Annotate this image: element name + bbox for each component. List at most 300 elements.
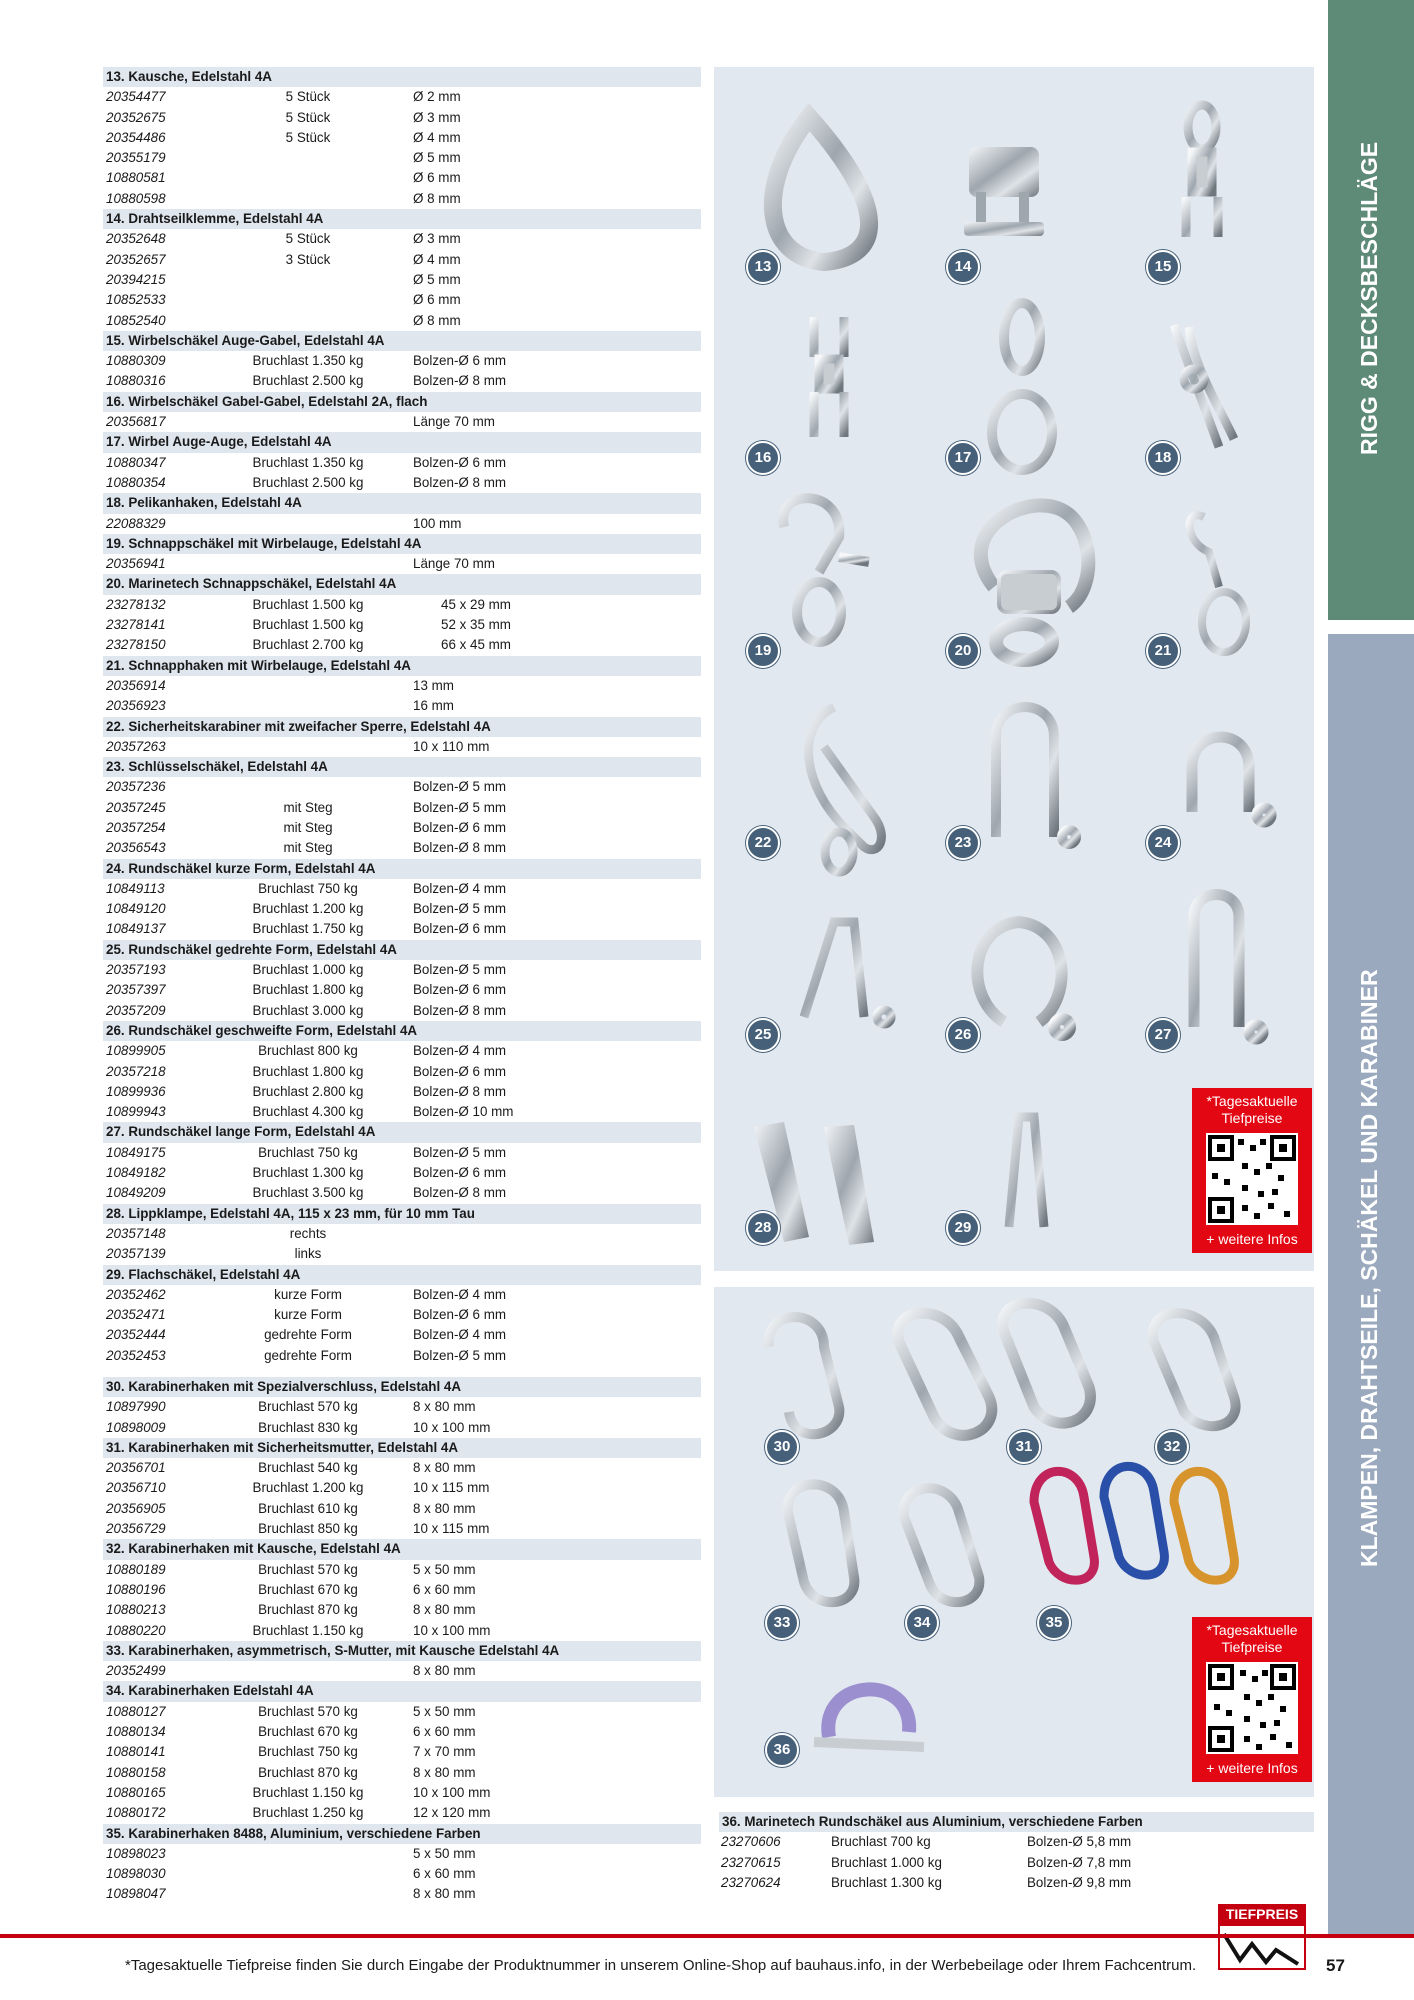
image-number-badge: 13 [746, 250, 780, 284]
product-detail: Bruchlast 610 kg [258, 1500, 358, 1516]
product-row [103, 798, 701, 818]
product-detail: Bruchlast 1.350 kg [252, 454, 364, 470]
qr-promo-box-2[interactable] [1192, 1617, 1312, 1782]
section-title: 21. Schnapphaken mit Wirbelauge, Edelstahl 4A [103, 656, 701, 676]
product-size: Bolzen-Ø 6 mm [413, 1063, 507, 1079]
image-number-badge: 31 [1007, 1430, 1041, 1464]
product-row [103, 1763, 701, 1783]
product-detail: Bruchlast 750 kg [258, 880, 358, 896]
product-row [103, 1325, 701, 1345]
article-number[interactable]: 20356914 [106, 677, 166, 693]
image-number-badge: 30 [765, 1430, 799, 1464]
product-size: 6 x 60 mm [413, 1724, 476, 1740]
product-size: Bolzen-Ø 4 mm [413, 880, 507, 896]
product-size: Bolzen-Ø 5 mm [413, 901, 507, 917]
article-number[interactable]: 10899905 [106, 1043, 166, 1059]
image-number-badge: 36 [765, 1733, 799, 1767]
section-title: 31. Karabinerhaken mit Sicherheitsmutter, Edelstahl 4A [103, 1438, 701, 1458]
product-row [103, 1183, 701, 1203]
section-title: 20. Marinetech Schnappschäkel, Edelstahl 4A [103, 574, 701, 594]
product-size: Bolzen-Ø 5 mm [413, 962, 507, 978]
article-number[interactable]: 10849175 [106, 1144, 166, 1160]
article-number[interactable]: 20354486 [106, 129, 166, 145]
pelican-hook-image [1174, 325, 1234, 447]
article-number[interactable]: 20354477 [106, 89, 166, 105]
article-number[interactable]: 10852540 [106, 312, 166, 328]
product-size: Bolzen-Ø 6 mm [413, 1165, 507, 1181]
product-size: Länge 70 mm [413, 414, 495, 430]
article-number[interactable]: 10849120 [106, 901, 166, 917]
article-number[interactable]: 20352657 [106, 251, 166, 267]
article-number[interactable]: 10880127 [106, 1703, 166, 1719]
product-size: Ø 3 mm [413, 109, 461, 125]
article-number[interactable]: 10899943 [106, 1104, 166, 1120]
product-row [103, 108, 701, 128]
image-number-badge: 32 [1155, 1430, 1189, 1464]
product-section [103, 392, 701, 433]
carabiner-safety-nut-image [898, 1303, 1091, 1435]
article-number[interactable]: 10897990 [106, 1399, 166, 1415]
article-number[interactable]: 20356710 [106, 1480, 166, 1496]
product-size: 8 x 80 mm [413, 1764, 476, 1780]
article-number[interactable]: 10880172 [106, 1805, 166, 1821]
product-size: Bolzen-Ø 4 mm [413, 1327, 507, 1343]
article-number[interactable]: 10880189 [106, 1561, 166, 1577]
product-row [103, 1285, 701, 1305]
qr-line1: *Tagesaktuelle [1206, 1093, 1298, 1109]
bow-shackle-image [977, 922, 1070, 1035]
article-number[interactable]: 20356923 [106, 698, 166, 714]
swivel-eye-eye-image [992, 303, 1052, 470]
article-number[interactable]: 23270624 [721, 1874, 781, 1890]
article-number[interactable]: 20352648 [106, 231, 166, 247]
product-size: Bolzen-Ø 4 mm [413, 1043, 507, 1059]
product-size: Bolzen-Ø 5 mm [413, 779, 507, 795]
product-row [103, 412, 701, 432]
product-size: 8 x 80 mm [413, 1602, 476, 1618]
product-row [103, 290, 701, 310]
product-row [103, 87, 701, 107]
product-detail: Bruchlast 3.500 kg [252, 1185, 364, 1201]
product-size: 8 x 80 mm [413, 1500, 476, 1516]
product-size: Ø 8 mm [413, 190, 461, 206]
image-number-badge: 27 [1146, 1018, 1180, 1052]
article-number[interactable]: 10880581 [106, 170, 166, 186]
product-section [103, 1641, 701, 1682]
product-size: 66 x 45 mm [441, 637, 511, 653]
image-number-badge: 20 [946, 634, 980, 668]
product-image-panel-2 [714, 1287, 1314, 1797]
article-number[interactable]: 20352499 [106, 1663, 166, 1679]
article-number[interactable]: 23278150 [106, 637, 166, 653]
article-number[interactable]: 10898047 [106, 1886, 166, 1902]
product-detail: Bruchlast 1.250 kg [252, 1805, 364, 1821]
image-number-badge: 24 [1146, 826, 1180, 860]
product-detail: Bruchlast 800 kg [258, 1043, 358, 1059]
side-tab-klampen[interactable] [1328, 634, 1414, 1934]
snap-hook-swivel-image [1190, 515, 1246, 652]
article-number[interactable]: 10849113 [106, 880, 165, 896]
image-number-badge: 34 [905, 1606, 939, 1640]
qr-line1: *Tagesaktuelle [1206, 1622, 1298, 1638]
article-number[interactable]: 20352444 [106, 1327, 166, 1343]
tiefpreis-logo-text: TIEFPREIS [1218, 1904, 1306, 1924]
flat-shackle-image [999, 1117, 1054, 1227]
product-detail: 5 Stück [285, 109, 331, 125]
product-row [103, 311, 701, 331]
article-number[interactable]: 22088329 [106, 515, 166, 531]
product-detail: Bruchlast 1.500 kg [252, 596, 364, 612]
article-number[interactable]: 20356905 [106, 1500, 166, 1516]
article-number[interactable]: 10852533 [106, 292, 166, 308]
product-size: Bolzen-Ø 5 mm [413, 799, 507, 815]
product-detail: mit Steg [283, 799, 333, 815]
product-size: Bolzen-Ø 7,8 mm [1027, 1854, 1132, 1870]
section-title: 18. Pelikanhaken, Edelstahl 4A [103, 493, 701, 513]
product-size: 5 x 50 mm [413, 1561, 476, 1577]
product-row [103, 980, 701, 1000]
short-shackle-image [1182, 737, 1271, 822]
product-row [103, 818, 701, 838]
product-section [103, 1438, 701, 1539]
article-number[interactable]: 23270606 [721, 1834, 781, 1850]
image-number-badge: 17 [946, 441, 980, 475]
image-number-badge: 26 [946, 1018, 980, 1052]
product-image-panel [714, 67, 1314, 1271]
product-detail: Bruchlast 3.000 kg [252, 1002, 364, 1018]
article-number[interactable]: 20357209 [106, 1002, 166, 1018]
footer-note: *Tagesaktuelle Tiefpreise finden Sie durch Eingabe der Produktnummer in unserem Online-Shop auf bauhaus.info, in der Werbebeilage oder Ihrem Fachcentrum. [125, 1957, 1197, 1974]
product-detail: kurze Form [274, 1307, 342, 1323]
product-detail: Bruchlast 540 kg [258, 1460, 358, 1476]
article-number[interactable]: 10880598 [106, 190, 166, 206]
section-title: 25. Rundschäkel gedrehte Form, Edelstahl 4A [103, 940, 701, 960]
product-row [103, 128, 701, 148]
product-row [103, 1844, 701, 1864]
article-number[interactable]: 20357139 [106, 1246, 166, 1262]
article-number[interactable]: 20357193 [106, 962, 166, 978]
article-number[interactable]: 20357148 [106, 1225, 166, 1241]
product-size: Bolzen-Ø 8 mm [413, 1002, 507, 1018]
product-size: Ø 6 mm [413, 170, 461, 186]
section-title: 29. Flachschäkel, Edelstahl 4A [103, 1265, 701, 1285]
product-detail: Bruchlast 670 kg [258, 1724, 358, 1740]
section-title: 26. Rundschäkel geschweifte Form, Edelstahl 4A [103, 1021, 701, 1041]
product-detail: Bruchlast 1.000 kg [252, 962, 364, 978]
product-detail: Bruchlast 2.500 kg [252, 373, 364, 389]
article-number[interactable]: 10880141 [106, 1744, 166, 1760]
product-row [103, 1864, 701, 1884]
article-number[interactable]: 10880347 [106, 454, 166, 470]
product-row [103, 1244, 701, 1264]
product-size: 8 x 80 mm [413, 1460, 476, 1476]
article-number[interactable]: 20356701 [106, 1460, 166, 1476]
side-tab-rigg[interactable] [1328, 0, 1414, 620]
section-title: 24. Rundschäkel kurze Form, Edelstahl 4A [103, 859, 701, 879]
product-row [103, 1702, 701, 1722]
article-number[interactable]: 20352471 [106, 1307, 166, 1323]
article-number[interactable]: 20357263 [106, 738, 166, 754]
article-number[interactable]: 20352462 [106, 1286, 166, 1302]
product-size: Ø 5 mm [413, 271, 461, 287]
article-number[interactable]: 20352675 [106, 109, 166, 125]
key-shackle-image [984, 707, 1076, 844]
article-number[interactable]: 20356817 [106, 414, 166, 430]
product-section [103, 940, 701, 1021]
product-size: Bolzen-Ø 8 mm [413, 373, 507, 389]
product-detail: gedrehte Form [264, 1327, 352, 1343]
section-title: 34. Karabinerhaken Edelstahl 4A [103, 1681, 701, 1701]
product-detail: Bruchlast 700 kg [831, 1834, 931, 1850]
article-number[interactable]: 20357254 [106, 819, 166, 835]
article-number[interactable]: 20357218 [106, 1063, 166, 1079]
product-row [103, 1397, 701, 1417]
product-detail: Bruchlast 1.350 kg [252, 353, 364, 369]
product-size: Bolzen-Ø 4 mm [413, 1286, 507, 1302]
article-number[interactable]: 10880134 [106, 1724, 166, 1740]
product-row [103, 554, 701, 574]
safety-carabiner-image [809, 707, 882, 872]
section-title: 17. Wirbel Auge-Auge, Edelstahl 4A [103, 432, 701, 452]
article-number[interactable]: 20357245 [106, 799, 166, 815]
product-size: Ø 8 mm [413, 312, 461, 328]
article-number[interactable]: 23270615 [721, 1854, 781, 1870]
section-title: 23. Schlüsselschäkel, Edelstahl 4A [103, 757, 701, 777]
snap-shackle-image [981, 505, 1088, 660]
article-number[interactable]: 10880309 [106, 353, 166, 369]
product-detail: Bruchlast 2.700 kg [252, 637, 364, 653]
product-detail: Bruchlast 1.200 kg [252, 1480, 364, 1496]
image-number-badge: 28 [746, 1211, 780, 1245]
product-detail: Bruchlast 1.800 kg [252, 982, 364, 998]
product-detail: mit Steg [283, 840, 333, 856]
qr-code-icon[interactable] [1206, 1133, 1298, 1225]
article-number[interactable]: 23278132 [106, 596, 166, 612]
product-size: 52 x 35 mm [441, 617, 511, 633]
qr-info-link[interactable]: + weitere Infos [1206, 1760, 1298, 1776]
product-size: 10 x 110 mm [413, 738, 490, 754]
product-section [103, 574, 701, 655]
product-row [103, 514, 701, 534]
product-row [103, 189, 701, 209]
product-row [103, 1884, 701, 1904]
product-size: Bolzen-Ø 8 mm [413, 474, 507, 490]
thimble-image [773, 117, 869, 262]
article-number[interactable]: 20356729 [106, 1521, 166, 1537]
product-size: 100 mm [413, 515, 462, 531]
section-title: 16. Wirbelschäkel Gabel-Gabel, Edelstahl 2A, flach [103, 392, 701, 412]
product-size: Bolzen-Ø 8 mm [413, 840, 507, 856]
product-detail: 5 Stück [285, 231, 331, 247]
article-number[interactable]: 20357236 [106, 779, 166, 795]
product-size: Bolzen-Ø 6 mm [413, 819, 507, 835]
product-row [103, 453, 701, 473]
product-size: Bolzen-Ø 6 mm [413, 353, 507, 369]
product-size: 10 x 115 mm [413, 1480, 490, 1496]
side-tab-klampen-label: KLAMPEN, DRAHTSEILE, SCHÄKEL UND KARABINER [1356, 969, 1382, 1567]
product-size: 10 x 100 mm [413, 1622, 491, 1638]
product-row [103, 1499, 701, 1519]
product-row [103, 1458, 701, 1478]
product-row [103, 1082, 701, 1102]
product-row [103, 1580, 701, 1600]
qr-info-link[interactable]: + weitere Infos [1206, 1231, 1298, 1247]
product-section [103, 859, 701, 940]
product-size: 10 x 100 mm [413, 1784, 491, 1800]
product-size: Ø 4 mm [413, 129, 461, 145]
product-detail: Bruchlast 830 kg [258, 1419, 358, 1435]
product-row [719, 1853, 1314, 1873]
product-detail: Bruchlast 670 kg [258, 1581, 358, 1597]
product-row [103, 1742, 701, 1762]
product-row [103, 1722, 701, 1742]
qr-promo-box[interactable] [1192, 1088, 1312, 1253]
article-number[interactable]: 20356543 [106, 840, 166, 856]
section-title: 27. Rundschäkel lange Form, Edelstahl 4A [103, 1122, 701, 1142]
product-detail: Bruchlast 1.300 kg [831, 1874, 942, 1890]
carabiner-asymmetric-image [788, 1484, 855, 1602]
image-number-badge: 19 [746, 634, 780, 668]
product-row [103, 1560, 701, 1580]
product-detail: Bruchlast 870 kg [258, 1764, 358, 1780]
article-number[interactable]: 10880213 [106, 1602, 166, 1618]
product-size: 13 mm [413, 677, 454, 693]
product-row [103, 960, 701, 980]
product-row [103, 1803, 701, 1823]
product-row [103, 1001, 701, 1021]
product-section [103, 493, 701, 534]
image-number-badge: 16 [746, 441, 780, 475]
product-detail: kurze Form [274, 1286, 342, 1302]
tiefpreis-chart-icon [1218, 1924, 1306, 1970]
product-row [103, 1143, 701, 1163]
article-number[interactable]: 20352453 [106, 1347, 166, 1363]
product-list [103, 67, 701, 1905]
article-number[interactable]: 10899936 [106, 1083, 166, 1099]
product-section [103, 209, 701, 331]
product-row [103, 229, 701, 249]
article-number[interactable]: 20355179 [106, 150, 166, 166]
article-number[interactable]: 10880158 [106, 1764, 166, 1780]
article-number[interactable]: 10849209 [106, 1185, 166, 1201]
long-shackle-image [1184, 895, 1263, 1040]
image-number-badge: 29 [946, 1211, 980, 1245]
section-title: 22. Sicherheitskarabiner mit zweifacher Sperre, Edelstahl 4A [103, 717, 701, 737]
twisted-shackle-image [796, 922, 891, 1024]
product-section [103, 1265, 701, 1366]
product-detail: Bruchlast 870 kg [258, 1602, 358, 1618]
product-row [103, 1224, 701, 1244]
article-number[interactable]: 10880316 [106, 373, 166, 389]
article-number[interactable]: 10880220 [106, 1622, 166, 1638]
product-size: 10 x 100 mm [413, 1419, 491, 1435]
product-section [103, 1377, 701, 1438]
product-row [103, 615, 701, 635]
product-size: Ø 3 mm [413, 231, 461, 247]
product-detail: Bruchlast 4.300 kg [252, 1104, 364, 1120]
product-size: 12 x 120 mm [413, 1805, 491, 1821]
qr-code-icon[interactable] [1206, 1662, 1298, 1754]
product-size: Ø 2 mm [413, 89, 461, 105]
section-title: 19. Schnappschäkel mit Wirbelauge, Edelstahl 4A [103, 534, 701, 554]
product-row [103, 1783, 701, 1803]
product-section [103, 1021, 701, 1122]
wire-clamp-image [964, 147, 1044, 236]
section-36 [719, 1812, 1314, 1893]
product-size: Bolzen-Ø 6 mm [413, 1307, 507, 1323]
swivel-shackle-image [1179, 105, 1226, 239]
product-detail: rechts [289, 1225, 327, 1241]
product-size: 8 x 80 mm [413, 1399, 476, 1415]
product-section [103, 1122, 701, 1203]
product-section [103, 1681, 701, 1823]
image-number-badge: 18 [1146, 441, 1180, 475]
article-number[interactable]: 10898009 [106, 1419, 166, 1435]
section-title: 14. Drahtseilklemme, Edelstahl 4A [103, 209, 701, 229]
product-row [103, 1661, 701, 1681]
product-size: Bolzen-Ø 8 mm [413, 1185, 507, 1201]
product-detail: links [294, 1246, 322, 1262]
product-section [103, 67, 701, 209]
product-size: 16 mm [413, 698, 454, 714]
article-number[interactable]: 23278141 [106, 617, 166, 633]
carabiner-special-image [769, 1317, 840, 1434]
product-size: Bolzen-Ø 5 mm [413, 1347, 507, 1363]
article-number[interactable]: 20356941 [106, 556, 166, 572]
product-detail: Bruchlast 1.300 kg [252, 1165, 364, 1181]
product-row [103, 1478, 701, 1498]
article-number[interactable]: 10849182 [106, 1165, 166, 1181]
image-number-badge: 33 [765, 1606, 799, 1640]
carabiner-steel-image [904, 1488, 980, 1602]
product-detail: Bruchlast 570 kg [258, 1561, 358, 1577]
article-number[interactable]: 20394215 [106, 271, 166, 287]
product-row [103, 250, 701, 270]
article-number[interactable]: 10880354 [106, 474, 166, 490]
article-number[interactable]: 10898030 [106, 1866, 166, 1882]
product-size: Bolzen-Ø 8 mm [413, 1083, 507, 1099]
section-title: 15. Wirbelschäkel Auge-Gabel, Edelstahl 4A [103, 331, 701, 351]
product-size: Ø 4 mm [413, 251, 461, 267]
product-detail: Bruchlast 1.150 kg [252, 1784, 364, 1800]
image-number-badge: 22 [746, 826, 780, 860]
article-number[interactable]: 10880165 [106, 1784, 166, 1800]
product-row [103, 1600, 701, 1620]
product-detail: Bruchlast 850 kg [258, 1521, 358, 1537]
product-size: 8 x 80 mm [413, 1886, 476, 1902]
product-detail: Bruchlast 750 kg [258, 1744, 358, 1760]
product-row [103, 371, 701, 391]
product-detail: Bruchlast 1.500 kg [252, 617, 364, 633]
side-tab-rigg-label: RIGG & DECKSBESCHLÄGE [1356, 141, 1382, 455]
product-row [103, 168, 701, 188]
article-number[interactable]: 10898023 [106, 1845, 166, 1861]
article-number[interactable]: 20357397 [106, 982, 166, 998]
product-detail: Bruchlast 2.500 kg [252, 474, 364, 490]
product-size: Länge 70 mm [413, 556, 495, 572]
product-size: 6 x 60 mm [413, 1866, 476, 1882]
article-number[interactable]: 10880196 [106, 1581, 166, 1597]
footer-divider [0, 1934, 1414, 1938]
product-row [103, 1519, 701, 1539]
product-row [103, 696, 701, 716]
product-size: Ø 5 mm [413, 150, 461, 166]
product-row [103, 351, 701, 371]
article-number[interactable]: 10849137 [106, 921, 166, 937]
product-detail: Bruchlast 750 kg [258, 1144, 358, 1160]
product-detail: Bruchlast 570 kg [258, 1703, 358, 1719]
aluminium-shackle-image [814, 1689, 924, 1747]
